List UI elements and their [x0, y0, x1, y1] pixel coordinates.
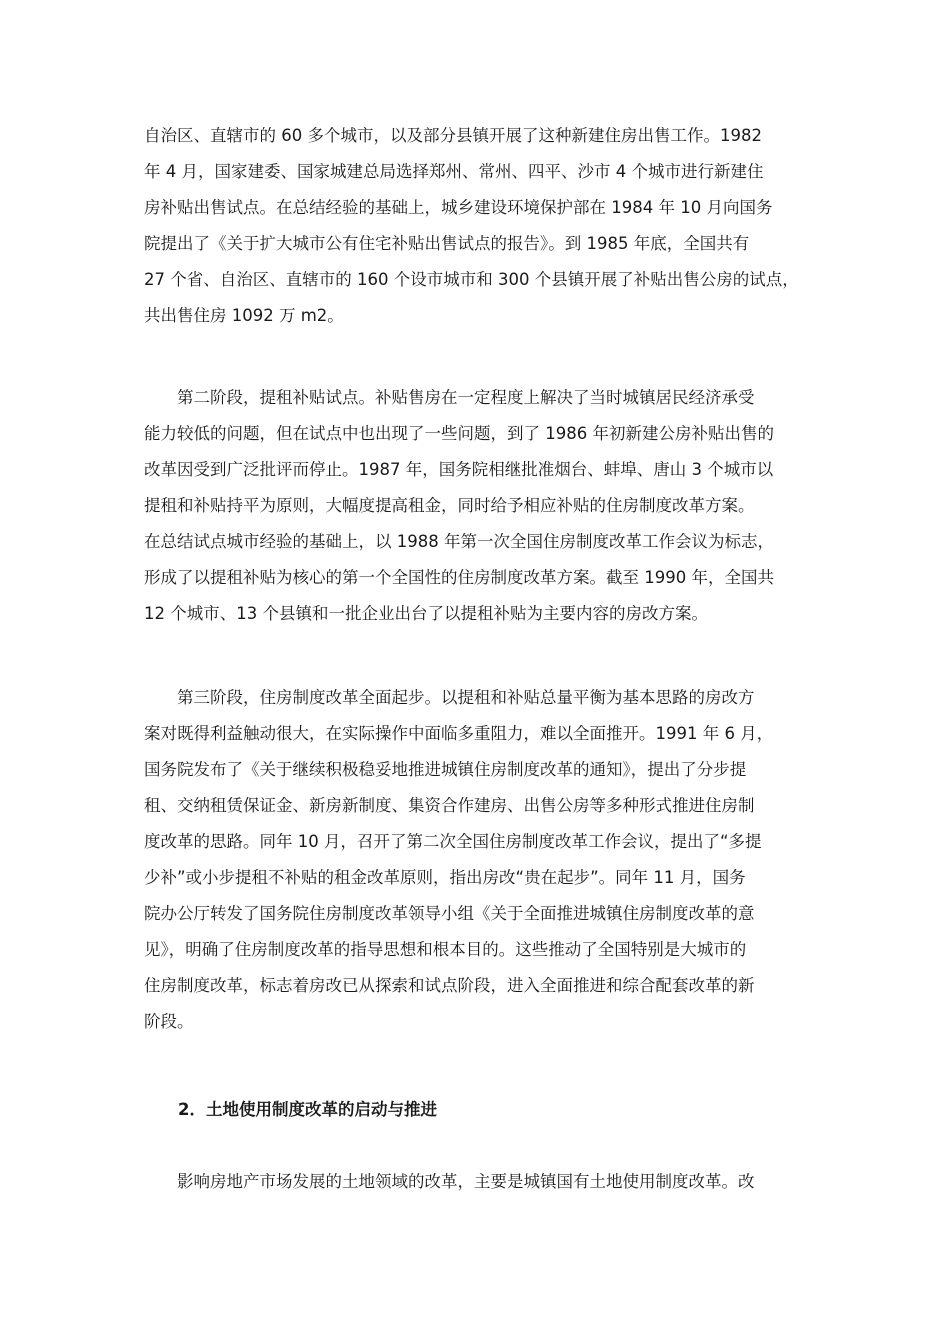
paragraph-stage-three — [144, 680, 816, 1040]
paragraph-housing-sales — [144, 118, 816, 334]
text-line: 改革因受到广泛批评而停止。1987 年，国务院相继批准烟台、蚌埠、唐山 3 个城市以 — [144, 460, 774, 479]
paragraph-stage-two — [144, 380, 816, 632]
text-line: 国务院发布了《关于继续积极稳妥地推进城镇住房制度改革的通知》，提出了分步提 — [144, 760, 747, 779]
text-line: 院办公厅转发了国务院住房制度改革领导小组《关于全面推进城镇住房制度改革的意 — [144, 904, 755, 923]
text-line: 12 个城市、13 个县镇和一批企业出台了以提租补贴为主要内容的房改方案。 — [144, 604, 708, 623]
text-line: 提租和补贴持平为原则，大幅度提高租金，同时给予相应补贴的住房制度改革方案。 — [144, 496, 755, 515]
paragraph-land-reform — [144, 1164, 816, 1200]
text-line: 房补贴出售试点。在总结经验的基础上，城乡建设环境保护部在 1984 年 10 月向国务 — [144, 198, 773, 217]
text-line: 住房制度改革，标志着房改已从探索和试点阶段，进入全面推进和综合配套改革的新 — [144, 976, 755, 995]
text-line: 阶段。 — [144, 1012, 194, 1031]
text-line: 在总结试点城市经验的基础上，以 1988 年第一次全国住房制度改革工作会议为标志， — [144, 532, 774, 551]
text-line: 少补”或小步提租不补贴的租金改革原则，指出房改“贵在起步”。同年 11 月，国务 — [144, 868, 746, 887]
text-line: 租、交纳租赁保证金、新房新制度、集资合作建房、出售公房等多种形式推进住房制 — [144, 796, 755, 815]
text-line: 27 个省、自治区、直辖市的 160 个设市城市和 300 个县镇开展了补贴出售公房的试点， — [144, 270, 799, 289]
text-line: 形成了以提租补贴为核心的第一个全国性的住房制度改革方案。截至 1990 年，全国共 — [144, 568, 774, 587]
section-heading: 2．土地使用制度改革的启动与推进 — [178, 1100, 437, 1119]
text-line: 案对既得利益触动很大，在实际操作中面临多重阻力，难以全面推开。1991 年 6 月， — [144, 724, 774, 743]
text-line: 影响房地产市场发展的土地领域的改革，主要是城镇国有土地使用制度改革。改 — [144, 1172, 755, 1191]
text-line: 度改革的思路。同年 10 月，召开了第二次全国住房制度改革工作会议，提出了“多提 — [144, 832, 762, 851]
text-line: 共出售住房 1092 万 m2。 — [144, 306, 344, 325]
text-line: 年 4 月，国家建委、国家城建总局选择郑州、常州、四平、沙市 4 个城市进行新建住 — [144, 162, 764, 181]
text-line: 第三阶段，住房制度改革全面起步。以提租和补贴总量平衡为基本思路的房改方 — [144, 688, 755, 707]
text-line: 能力较低的问题，但在试点中也出现了一些问题，到了 1986 年初新建公房补贴出售的 — [144, 424, 774, 443]
text-line: 第二阶段，提租补贴试点。补贴售房在一定程度上解决了当时城镇居民经济承受 — [144, 388, 755, 407]
text-line: 院提出了《关于扩大城市公有住宅补贴出售试点的报告》。到 1985 年底，全国共有 — [144, 234, 750, 253]
text-line: 见》，明确了住房制度改革的指导思想和根本目的。这些推动了全国特别是大城市的 — [144, 940, 747, 959]
text-line: 自治区、直辖市的 60 多个城市，以及部分县镇开展了这种新建住房出售工作。1982 — [144, 126, 762, 145]
